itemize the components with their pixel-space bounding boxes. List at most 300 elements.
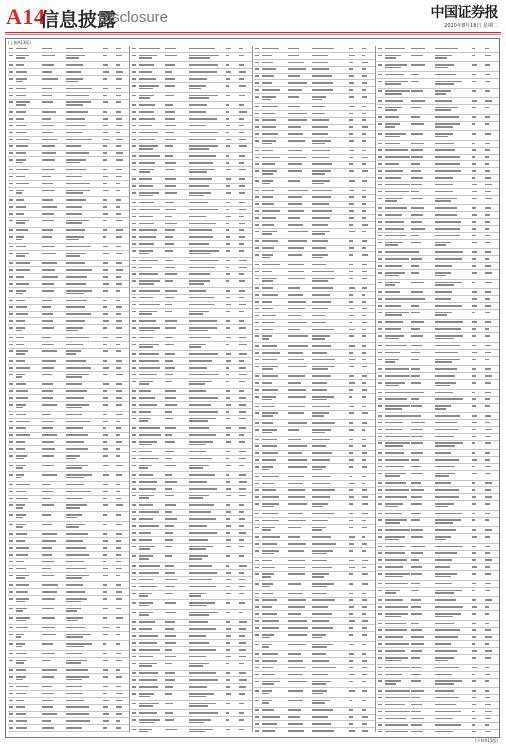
row-number-mark [255,96,259,98]
cell-text-mark [226,162,229,164]
cell-text-mark [349,119,353,121]
cell-text-mark [189,679,218,681]
cell-text-mark [139,169,154,171]
cell-text-mark [189,139,216,141]
row-number-mark [255,489,259,491]
cell-text-mark [262,583,273,585]
cell-text-mark [42,276,58,278]
row-number-mark [132,642,136,644]
row-number-mark [132,719,136,721]
row-number-mark [255,445,259,447]
cell-text-mark [312,294,330,296]
cell-text-mark [165,381,172,383]
cell-text-mark [385,93,402,95]
cell-text-mark [42,220,54,222]
cell-text-mark [362,730,368,732]
cell-text-mark [165,111,175,113]
cell-text-mark [66,441,84,443]
table-row [131,463,253,473]
cell-text-mark [411,489,424,491]
cell-text-mark [116,484,120,486]
table-row [131,472,253,479]
cell-text-mark [16,253,29,255]
table-row [8,496,130,503]
table-row [254,611,376,618]
row-number-mark [132,525,136,527]
cell-text-mark [472,529,476,531]
row-number-mark [132,267,136,269]
cell-text-mark [485,272,492,274]
cell-text-mark [116,474,122,476]
cell-text-mark [42,337,51,339]
cell-text-mark [226,223,229,225]
cell-text-mark [312,82,333,84]
cell-text-mark [385,345,407,347]
cell-text-mark [435,251,463,253]
cell-text-mark [139,353,159,355]
row-number-mark [132,729,136,731]
table-row [377,709,499,716]
cell-text-mark [435,392,453,394]
cell-text-mark [385,445,403,447]
cell-text-mark [472,711,475,713]
cell-text-mark [349,709,353,711]
row-number-mark [378,382,382,384]
cell-text-mark [485,724,489,726]
cell-text-mark [189,705,208,707]
table-row [377,373,499,380]
cell-text-mark [66,660,87,662]
cell-text-mark [42,95,52,97]
cell-text-mark [485,133,491,135]
cell-text-mark [385,352,400,354]
cell-text-mark [485,221,490,223]
cell-text-mark [385,473,406,475]
row-number-mark [132,185,136,187]
cell-text-mark [435,590,462,592]
row-number-mark [9,367,13,369]
table-row [254,518,376,525]
cell-text-mark [226,404,231,406]
cell-text-mark [312,422,335,424]
cell-text-mark [139,104,155,106]
cell-text-mark [262,183,270,185]
cell-text-mark [103,48,108,50]
cell-text-mark [16,617,30,619]
cell-text-mark [189,104,207,106]
table-row [131,83,253,93]
cell-text-mark [103,484,108,486]
cell-text-mark [239,223,245,225]
row-number-mark [378,405,382,407]
cell-text-mark [485,711,492,713]
cell-text-mark [312,278,335,280]
cell-text-mark [262,459,276,461]
cell-text-mark [239,411,246,413]
table-row [377,219,499,226]
cell-text-mark [349,271,353,273]
cell-text-mark [435,680,462,682]
cell-text-mark [189,97,209,99]
table-row [8,545,130,552]
cell-text-mark [312,683,326,685]
cell-text-mark [16,313,28,315]
table-row [8,589,130,596]
cell-text-mark [226,381,229,383]
cell-text-mark [66,320,85,322]
cell-text-mark [385,156,410,158]
cell-text-mark [362,96,367,98]
cell-text-mark [288,96,299,98]
cell-text-mark [262,644,272,646]
cell-text-mark [42,591,57,593]
cell-text-mark [189,353,218,355]
cell-text-mark [385,305,401,307]
cell-text-mark [262,646,269,648]
cell-text-mark [262,476,279,478]
table-row [377,534,499,544]
table-row [131,234,253,241]
cell-text-mark [139,572,159,574]
cell-text-mark [66,327,83,329]
cell-text-mark [472,242,477,244]
cell-text-mark [165,593,173,595]
table-row [254,411,376,421]
cell-text-mark [165,663,172,665]
cell-text-mark [435,163,460,165]
cell-text-mark [362,389,367,391]
cell-text-mark [435,265,452,267]
cell-text-mark [362,217,366,219]
cell-text-mark [312,439,330,441]
row-number-mark [255,271,259,273]
cell-text-mark [165,155,173,157]
table-row [254,53,376,60]
cell-text-mark [226,178,231,180]
cell-text-mark [239,602,245,604]
cell-text-mark [42,262,57,264]
cell-text-mark [165,304,172,306]
row-number-mark [132,280,136,282]
cell-text-mark [288,231,308,233]
cell-text-mark [116,634,120,636]
cell-text-mark [312,543,336,545]
cell-text-mark [165,451,174,453]
cell-text-mark [116,220,123,222]
cell-text-mark [139,593,152,595]
row-number-mark [255,352,259,354]
cell-text-mark [66,653,82,655]
row-number-mark [255,62,259,64]
row-number-mark [255,583,259,585]
cell-text-mark [288,536,300,538]
cell-text-mark [16,693,26,695]
cell-text-mark [435,107,458,109]
row-number-mark [255,667,259,669]
table-row [131,479,253,486]
cell-text-mark [42,88,52,90]
table-row [254,665,376,672]
cell-text-mark [435,55,452,57]
table-row [8,211,130,218]
cell-text-mark [312,415,324,417]
table-row [8,151,130,158]
cell-text-mark [226,546,231,548]
cell-text-mark [362,667,367,669]
cell-text-mark [139,481,157,483]
cell-text-mark [385,566,403,568]
row-number-mark [255,203,259,205]
row-number-mark [9,474,13,476]
table-row [131,671,253,678]
cell-text-mark [42,660,51,662]
cell-text-mark [288,271,304,273]
cell-text-mark [262,506,274,508]
cell-text-mark [165,290,177,292]
cell-text-mark [485,352,491,354]
cell-text-mark [288,730,304,732]
row-number-mark [255,681,259,683]
row-number-mark [255,466,259,468]
cell-text-mark [362,653,366,655]
cell-text-mark [472,184,477,186]
cell-text-mark [42,253,56,255]
cell-text-mark [66,376,82,378]
row-number-mark [255,126,259,128]
cell-text-mark [16,337,24,339]
cell-text-mark [362,287,367,289]
cell-text-mark [116,653,121,655]
cell-text-mark [262,382,272,384]
row-number-mark [9,152,13,154]
cell-text-mark [312,553,327,555]
cell-text-mark [262,683,274,685]
row-number-mark [255,210,259,212]
cell-text-mark [288,452,302,454]
cell-text-mark [262,173,273,175]
row-number-mark [9,617,13,619]
cell-text-mark [239,64,244,66]
table-row [8,725,130,732]
cell-text-mark [485,81,490,83]
cell-text-mark [485,382,491,384]
cell-text-mark [116,608,121,610]
cell-text-mark [66,577,82,579]
cell-text-mark [116,55,122,57]
cell-text-mark [312,335,330,337]
table-row [254,276,376,286]
cell-text-mark [312,382,327,384]
cell-text-mark [226,297,230,299]
cell-text-mark [66,627,85,629]
cell-text-mark [472,100,477,102]
row-number-mark [132,55,136,57]
cell-text-mark [435,100,452,102]
cell-text-mark [42,246,55,248]
cell-text-mark [226,71,231,73]
cell-text-mark [472,368,476,370]
cell-text-mark [116,253,122,255]
cell-text-mark [103,55,107,57]
cell-text-mark [139,497,149,499]
row-number-mark [9,491,13,493]
cell-text-mark [139,383,149,385]
listing-column [377,46,499,732]
cell-text-mark [472,321,477,323]
cell-text-mark [411,242,421,244]
cell-text-mark [312,406,330,408]
cell-text-mark [262,375,278,377]
cell-text-mark [16,199,24,201]
table-row [131,365,253,372]
cell-text-mark [411,429,423,431]
cell-text-mark [189,290,206,292]
cell-text-mark [312,573,329,575]
row-number-mark [132,202,136,204]
cell-text-mark [312,301,331,303]
cell-text-mark [385,489,409,491]
cell-text-mark [189,465,209,467]
row-number-mark [132,48,136,50]
row-number-mark [255,68,259,70]
cell-text-mark [312,180,330,182]
cell-text-mark [435,566,450,568]
cell-text-mark [116,213,121,215]
cell-text-mark [485,107,489,109]
cell-text-mark [362,157,368,159]
cell-text-mark [139,474,153,476]
table-row [8,188,130,198]
cell-text-mark [42,693,54,695]
row-number-mark [9,643,13,645]
cell-text-mark [385,184,410,186]
cell-text-mark [435,650,457,652]
cell-text-mark [288,163,302,165]
cell-text-mark [116,327,122,329]
cell-text-mark [472,214,477,216]
cell-text-mark [435,592,454,594]
cell-text-mark [139,209,160,211]
cell-text-mark [362,593,366,595]
cell-text-mark [312,520,328,522]
cell-text-mark [385,552,405,554]
row-number-mark [378,643,382,645]
cell-text-mark [288,459,307,461]
table-row [377,404,499,414]
table-row [131,69,253,76]
cell-text-mark [385,375,410,377]
cell-text-mark [116,152,123,154]
cell-text-mark [103,313,108,315]
cell-text-mark [385,408,402,410]
table-row [254,334,376,344]
cell-text-mark [312,646,327,648]
row-number-mark [132,621,136,623]
cell-text-mark [165,192,177,194]
cell-text-mark [472,650,477,652]
cell-text-mark [116,568,122,570]
cell-text-mark [411,573,422,575]
cell-text-mark [411,590,419,592]
cell-text-mark [66,575,89,577]
cell-text-mark [349,217,354,219]
cell-text-mark [139,367,160,369]
table-row [8,389,130,396]
cell-text-mark [189,383,205,385]
cell-text-mark [435,683,454,685]
cell-text-mark [288,723,303,725]
cell-text-mark [288,527,301,529]
row-number-mark [378,291,382,293]
table-row [377,122,499,132]
cell-text-mark [42,448,55,450]
cell-text-mark [16,125,26,127]
table-row [131,93,253,103]
cell-text-mark [66,206,82,208]
cell-text-mark [16,78,27,80]
cell-text-mark [349,543,354,545]
cell-text-mark [312,62,328,64]
cell-text-mark [239,250,244,252]
table-row [377,655,499,665]
cell-text-mark [411,170,421,172]
cell-text-mark [385,200,397,202]
cell-text-mark [42,169,55,171]
row-number-mark [9,220,13,222]
cell-text-mark [42,383,53,385]
table-row [377,303,499,310]
cell-text-mark [116,504,123,506]
cell-text-mark [226,434,230,436]
cell-text-mark [349,55,355,57]
cell-text-mark [349,503,353,505]
cell-text-mark [411,74,419,76]
cell-text-mark [288,345,308,347]
cell-text-mark [312,280,328,282]
cell-text-mark [485,657,491,659]
row-number-mark [255,335,259,337]
cell-text-mark [472,436,476,438]
cell-text-mark [42,199,53,201]
table-row [8,204,130,211]
cell-text-mark [411,546,425,548]
cell-text-mark [165,353,175,355]
cell-text-mark [16,132,27,134]
cell-text-mark [103,660,108,662]
table-row [8,559,130,566]
row-number-mark [378,704,382,706]
cell-text-mark [385,275,399,277]
cell-text-mark [385,536,405,538]
cell-text-mark [472,116,476,118]
cell-text-mark [16,118,24,120]
cell-text-mark [312,593,327,595]
row-number-mark [255,730,259,732]
cell-text-mark [312,452,332,454]
row-number-mark [132,273,136,275]
table-row [8,482,130,489]
cell-text-mark [239,304,246,306]
section-title-en: Disclosure [98,9,169,26]
cell-text-mark [226,679,230,681]
table-row [254,501,376,511]
cell-text-mark [411,282,424,284]
cell-text-mark [312,55,328,57]
table-row [254,104,376,111]
cell-text-mark [139,267,152,269]
row-number-mark [378,519,382,521]
cell-text-mark [116,132,120,134]
